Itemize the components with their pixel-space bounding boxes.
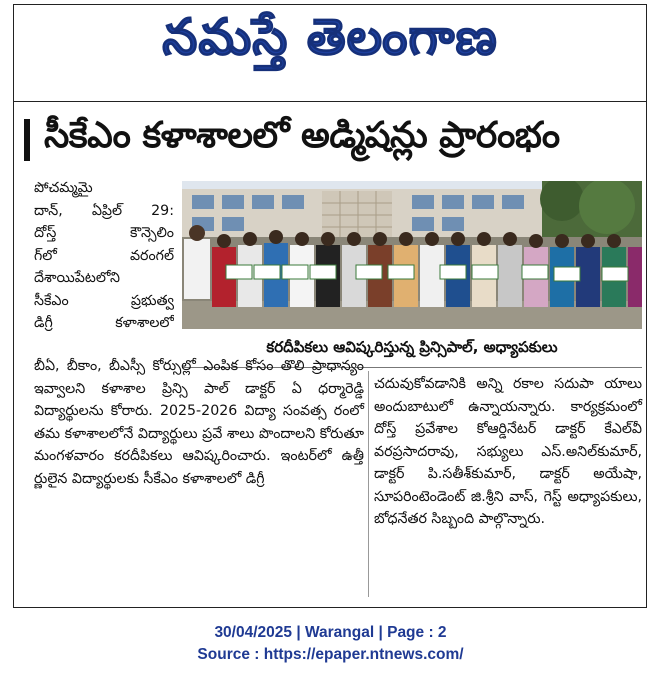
newspaper-clipping bbox=[13, 4, 647, 608]
headline bbox=[24, 115, 640, 165]
masthead-divider bbox=[14, 101, 646, 102]
intro-line: సీకేఎం ప్రభుత్వ bbox=[34, 292, 174, 309]
article-intro bbox=[34, 177, 174, 335]
article-body-left bbox=[34, 355, 364, 490]
news-photo bbox=[182, 181, 642, 329]
body-paragraph: బీఏ, బీకాం, బీఎస్సీ కోర్సుల్లో ఎంపిక కోసం తొలి ప్రాధాన్యం ఇవ్వాలని కళాశాల ప్రిన్సి పాల్ డాక్టర్ ఏ ధర్మారెడ్డి విద్యార్థులను కోరారు. 2025-2026 విద్యా సంవత్స రంలో తమ కళాశాలలోనే విద్యార్థులు ప్రవే శాలు పొందాలని కోరుతూ మంగళవారం కరదీపికలు ఆవిష్కరించారు. ఇంటర్‌లో ఉత్తీ ర్ణులైన విద్యార్థులకు సీకేఎం కళాశాలలో డిగ్రీ bbox=[34, 358, 364, 487]
intro-line: దోస్త్ కౌన్సెలిం bbox=[34, 225, 174, 241]
headline-bar bbox=[24, 119, 30, 161]
masthead bbox=[14, 7, 646, 79]
article-body-right bbox=[374, 373, 642, 531]
intro-line: దేశాయిపేటలోని bbox=[34, 270, 121, 286]
intro-line: డిగ్రీ కళాశాలలో bbox=[34, 315, 174, 331]
group-photo bbox=[182, 181, 642, 329]
photo-caption: కరదీపికలు ఆవిష్కరిస్తున్న ప్రిన్సిపాల్, అధ్యాపకులు bbox=[182, 331, 642, 368]
intro-line: గ్‌లో వరంగల్ bbox=[34, 247, 174, 264]
body-paragraph: చదువుకోవడానికి అన్ని రకాల సదుపా యాలు అందుబాటులో ఉన్నాయన్నారు. కార్యక్రమంలో దోస్త్ ప్రవేశాల కోఆర్డినేటర్ డాక్టర్ కేఎల్‌వీ వరప్రసాదరావు, సభ్యులు ఎస్.అనిల్‌కుమార్, డాక్టర్ పి.సతీశ్‌కుమార్, డాక్టర్ అయేషా, సూపరింటెండెంట్ జి.శ్రీని వాస్, గెస్ట్ అధ్యాపకులు, బోధనేతర సిబ్బంది పాల్గొన్నారు. bbox=[374, 376, 642, 527]
intro-line: దాన్, ఏప్రిల్ 29: bbox=[34, 202, 174, 219]
intro-line: పోచమ్మమై bbox=[34, 180, 93, 196]
column-divider bbox=[368, 371, 369, 597]
headline-text: సీకేఎం కళాశాలలో అడ్మిషన్లు ప్రారంభం bbox=[44, 115, 560, 156]
footer-date-line: 30/04/2025 | Warangal | Page : 2 bbox=[214, 624, 447, 641]
footer-source-line: Source : https://epaper.ntnews.com/ bbox=[197, 646, 464, 663]
masthead-title: నమస్తే తెలంగాణ bbox=[162, 7, 498, 66]
